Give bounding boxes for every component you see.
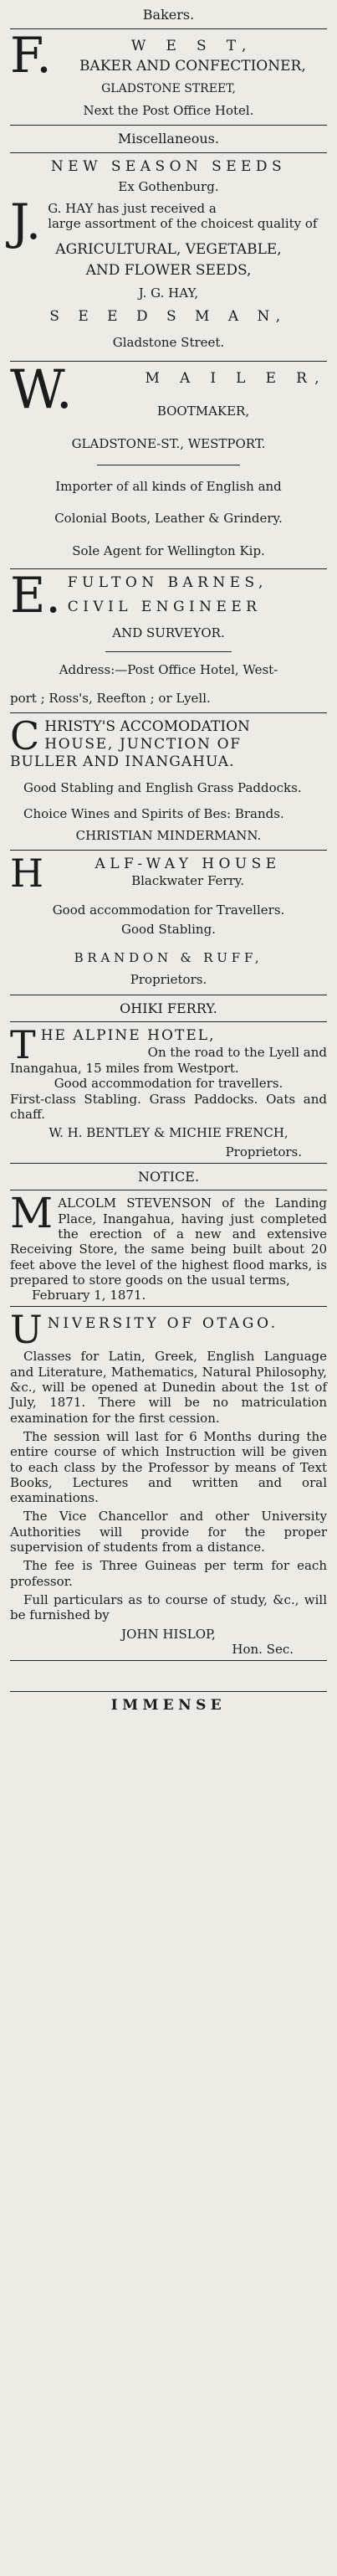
ad-trade: BOOTMAKER,: [156, 404, 250, 419]
ad-line: Good accommodation for Travellers.: [52, 902, 285, 918]
ad-initial: M: [10, 1189, 54, 1238]
ad-body: large assortment of the choicest quality of: [48, 216, 318, 232]
ad-notice: [10, 1189, 327, 1303]
ad-university-otago: [10, 1307, 327, 1657]
ad-alpine-hotel: [10, 1022, 327, 1159]
ad-name: M A I L E R,: [145, 369, 327, 387]
ad-initial: J.: [10, 193, 42, 250]
section-heading-bakers: Bakers.: [142, 7, 195, 23]
ad-title: BULLER AND INANGAHUA.: [10, 753, 235, 770]
ad-initial: F.: [10, 26, 52, 84]
ad-title: ALF-WAY HOUSE: [94, 856, 281, 873]
ad-paragraph: The Vice Chancellor and other University Authorities will provide for the proper supervision of students from a distance.: [10, 1509, 327, 1555]
ad-name: W E S T,: [130, 37, 254, 54]
ad-initial: U: [10, 1307, 43, 1353]
ad-line: First-class Stabling. Grass Paddocks. Oats and chaff.: [10, 1091, 327, 1122]
ad-line: Good accommodation for travellers.: [54, 1076, 283, 1092]
ad-halfway-house: [10, 851, 327, 988]
ad-role: Hon. Sec.: [232, 1641, 294, 1657]
ad-title: HOUSE, JUNCTION OF: [44, 736, 242, 753]
section-heading-notice: NOTICE.: [137, 1168, 200, 1185]
section-heading-miscellaneous: Miscellaneous.: [118, 131, 219, 147]
ad-paragraph: Classes for Latin, Greek, English Language and Literature, Mathematics, Natural Philosophy, &c., will be opened at Dunedin about the 1st of July, 1871. There will be no matriculation examination for the first cession.: [10, 1349, 327, 1426]
ad-line: Importer of all kinds of English and: [55, 479, 282, 495]
ad-role: Proprietors.: [225, 1144, 302, 1159]
ad-trade: AND SURVEYOR.: [112, 625, 225, 641]
divider: [10, 712, 327, 713]
ad-address: Gladstone Street.: [112, 335, 225, 351]
ad-role: Proprietors.: [130, 972, 207, 988]
ad-paragraph: The fee is Three Guineas per term for each professor.: [10, 1558, 327, 1589]
ad-signature: W. H. BENTLEY & MICHIE FRENCH,: [49, 1125, 288, 1141]
ad-mailer: [10, 358, 327, 558]
ad-initial: H: [10, 851, 44, 897]
ad-paragraph: The session will last for 6 Months during the entire course of which Instruction will be given to each class by the Professor by means of Text Books, Lectures and written and oral examinations.: [10, 1428, 327, 1506]
ad-location: Next the Post Office Hotel.: [83, 103, 254, 119]
ad-seeds: [10, 158, 327, 351]
ad-signature: J. G. HAY,: [138, 285, 199, 301]
ad-west-baker: [10, 26, 327, 119]
ad-title: HRISTY'S ACCOMODATION: [44, 718, 250, 736]
divider: [10, 28, 327, 29]
ad-signature: CHRISTIAN MINDERMANN.: [75, 828, 262, 844]
section-heading-ohiki-ferry: OHIKI FERRY.: [120, 1000, 217, 1016]
ad-line: AGRICULTURAL, VEGETABLE,: [55, 240, 282, 258]
ad-address: GLADSTONE-ST., WESTPORT.: [71, 435, 266, 451]
short-divider: [105, 651, 232, 652]
ad-first-line: G. HAY has just received a: [48, 200, 217, 216]
ad-initial: W.: [10, 358, 73, 421]
divider: [10, 850, 327, 851]
ad-line: AND FLOWER SEEDS,: [85, 261, 252, 279]
ad-initial: E.: [10, 566, 61, 624]
ad-line: Inangahua, 15 miles from Westport.: [10, 1061, 239, 1077]
divider: [10, 1163, 327, 1164]
ad-line: Colonial Boots, Leather & Grindery.: [54, 511, 283, 527]
ad-signature: BRANDON & RUFF,: [74, 949, 263, 965]
ad-text: ALCOLM STEVENSON of the Landing Place, Inangahua, having just completed the erection of a new and extensive Receiving Store, the same being built about 20 feet above the level of the highest flood marks, is prepared to store goods on the usual terms,: [10, 1195, 327, 1288]
ad-date: February 1, 1871.: [32, 1288, 146, 1303]
ad-address: port ; Ross's, Reefton ; or Lyell.: [10, 690, 211, 706]
ad-trade: S E E D S M A N,: [49, 307, 288, 325]
ad-subtitle: Blackwater Ferry.: [131, 873, 245, 889]
ad-paragraph: Full particulars as to course of study, &c., will be furnished by: [10, 1591, 327, 1623]
divider: [10, 152, 327, 153]
ad-trade: CIVIL ENGINEER: [67, 598, 262, 615]
divider: [10, 1306, 327, 1307]
ad-christy: [10, 713, 327, 844]
ad-paragraph: Choice Wines and Spirits of Bes: Brands.: [23, 805, 284, 821]
ad-line: Good Stabling.: [121, 921, 216, 937]
ad-title: HE ALPINE HOTEL,: [40, 1027, 216, 1045]
divider: [10, 125, 327, 126]
ad-trade: BAKER AND CONFECTIONER,: [79, 58, 306, 75]
ad-line: Sole Agent for Wellington Kip.: [72, 542, 265, 558]
ad-name: FULTON BARNES,: [67, 573, 268, 591]
ad-signature: JOHN HISLOP,: [121, 1626, 216, 1642]
ad-title: NIVERSITY OF OTAGO.: [47, 1315, 278, 1333]
ad-paragraph: Good Stabling and English Grass Paddocks.: [23, 780, 302, 796]
ad-immense: IMMENSE: [110, 1697, 227, 1715]
ad-initial: T: [10, 1022, 36, 1068]
divider: [10, 1691, 327, 1692]
ad-title: NEW SEASON SEEDS: [50, 157, 287, 175]
ad-subtitle: Ex Gothenburg.: [118, 178, 219, 194]
ad-initial: C: [10, 713, 40, 759]
ad-line: On the road to the Lyell and: [147, 1044, 327, 1060]
ad-address: GLADSTONE STREET,: [101, 81, 236, 95]
ad-address: Address:—Post Office Hotel, West-: [59, 661, 278, 677]
ad-barnes: [10, 566, 327, 706]
divider: [10, 1660, 327, 1661]
divider: [10, 1021, 327, 1022]
